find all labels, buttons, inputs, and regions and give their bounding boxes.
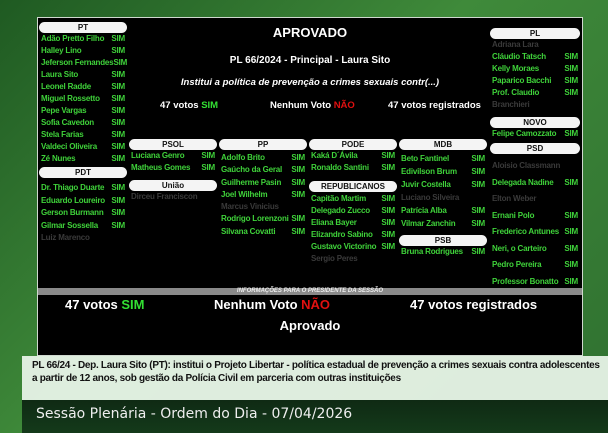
member-row <box>219 213 307 225</box>
member-row <box>490 87 580 99</box>
result-title: APROVADO <box>272 25 348 40</box>
registered-count: 47 votos registrados <box>388 100 481 111</box>
member-vote: SIM <box>111 106 125 115</box>
member-row <box>309 150 397 162</box>
party-block-pl <box>490 28 580 111</box>
member-name: Cláudio Tatsch <box>492 52 546 61</box>
member-name: Felipe Camozzato <box>492 129 557 138</box>
footer-registered-count: 47 votos registrados <box>410 297 538 312</box>
party-block-pdt <box>39 167 127 245</box>
party-header: PL <box>490 28 580 39</box>
member-row <box>490 241 580 258</box>
bill-title: PL 66/2024 - Principal - Laura Sito <box>229 55 391 66</box>
member-row <box>399 191 487 204</box>
member-row <box>490 191 580 208</box>
no-count <box>270 100 355 111</box>
member-name: Capitão Martim <box>311 194 366 203</box>
party-header: PODE <box>309 139 397 150</box>
member-vote: SIM <box>111 118 125 127</box>
party-block-pode <box>309 139 397 173</box>
no-label: NÃO <box>333 100 355 111</box>
member-name: Miguel Rossetto <box>41 94 100 103</box>
footer-no-text: Nenhum Voto <box>214 297 302 312</box>
member-name: Rodrigo Lorenzoni <box>221 214 289 224</box>
party-block-republicanos <box>309 181 397 265</box>
member-row <box>39 93 127 105</box>
footer-yes-text: 47 votos <box>65 297 122 312</box>
member-vote: SIM <box>111 154 125 163</box>
member-name: Adão Pretto Filho <box>41 34 105 43</box>
member-row <box>39 207 127 220</box>
member-name: Elton Weber <box>492 194 537 203</box>
party-block-mdb <box>399 139 487 230</box>
member-name: Silvana Covatti <box>221 226 276 236</box>
member-row <box>129 162 217 174</box>
member-vote: SIM <box>564 88 578 97</box>
member-name: Luciano Silveira <box>401 193 460 202</box>
member-row <box>490 208 580 225</box>
member-row <box>309 253 397 265</box>
member-vote: SIM <box>381 242 395 251</box>
party-header: União <box>129 180 217 191</box>
member-row <box>399 152 487 165</box>
member-vote: SIM <box>381 218 395 227</box>
member-row <box>39 232 127 245</box>
member-name: Gaúcho da Geral <box>221 165 283 175</box>
member-vote: SIM <box>471 206 485 215</box>
member-name: Gustavo Victorino <box>311 242 377 251</box>
member-vote: SIM <box>381 162 395 172</box>
member-vote: SIM <box>564 210 578 220</box>
member-row <box>129 150 217 162</box>
session-bar: Sessão Plenária - Ordem do Dia - 07/04/2026 <box>22 400 608 433</box>
member-row <box>219 152 307 164</box>
yes-label: SIM <box>201 100 219 111</box>
member-row <box>490 128 580 139</box>
member-name: Edivilson Brum <box>401 167 457 176</box>
member-name: Luiz Marenco <box>41 233 90 242</box>
member-name: Delegada Nadine <box>492 177 554 187</box>
party-header: NOVO <box>490 117 580 128</box>
member-name: Kaká D´Ávila <box>311 151 358 160</box>
member-row <box>490 224 580 241</box>
member-row <box>39 153 127 165</box>
member-row <box>39 69 127 81</box>
member-vote: SIM <box>111 34 125 43</box>
member-name: Beto Fantinel <box>401 154 450 163</box>
member-vote: SIM <box>111 183 125 192</box>
member-vote: SIM <box>564 243 578 253</box>
member-vote: SIM <box>111 220 125 230</box>
member-name: Neri, o Carteiro <box>492 243 547 253</box>
member-row <box>309 241 397 253</box>
member-row <box>39 141 127 153</box>
member-row <box>39 195 127 208</box>
member-name: Dr. Thiago Duarte <box>41 183 105 192</box>
party-header: PSD <box>490 143 580 154</box>
member-vote: SIM <box>111 82 125 91</box>
member-row <box>490 175 580 192</box>
party-block-novo <box>490 117 580 139</box>
bill-caption: PL 66/24 - Dep. Laura Sito (PT): institui o Projeto Libertar - política estadual de prevenção a crimes sexuais contra adolescentes a partir de 12 anos, sob gestão da Polícia Civil em parceria com outras instituições <box>22 356 608 400</box>
member-name: Paparico Bacchi <box>492 76 552 85</box>
member-row <box>129 191 217 203</box>
member-name: Prof. Claudio <box>492 88 540 97</box>
member-row <box>399 217 487 230</box>
party-header: REPUBLICANOS <box>309 181 397 192</box>
member-vote: SIM <box>111 46 125 55</box>
member-row <box>309 193 397 205</box>
member-vote: SIM <box>111 208 125 217</box>
member-name: Zé Nunes <box>41 154 76 163</box>
member-name: Kelly Moraes <box>492 64 539 73</box>
member-vote: SIM <box>111 195 125 205</box>
member-row <box>39 105 127 117</box>
footer-no-count <box>214 297 330 312</box>
member-row <box>39 81 127 93</box>
bill-summary: Institui a política de prevenção a crimes sexuais contr(...) <box>180 77 440 88</box>
member-vote: SIM <box>291 214 305 224</box>
member-row <box>219 164 307 176</box>
party-header: PP <box>219 139 307 150</box>
member-vote: SIM <box>564 177 578 187</box>
member-row <box>39 117 127 129</box>
member-vote: SIM <box>291 177 305 187</box>
party-header: PT <box>39 22 127 33</box>
member-row <box>309 162 397 174</box>
member-row <box>219 177 307 189</box>
member-vote: SIM <box>564 64 578 73</box>
footer-result: Aprovado <box>279 318 341 333</box>
party-block-psb <box>399 235 487 258</box>
member-vote: SIM <box>471 180 485 189</box>
party-header: PDT <box>39 167 127 178</box>
member-vote: SIM <box>381 194 395 203</box>
member-name: Sofia Cavedon <box>41 118 94 127</box>
member-vote: SIM <box>564 76 578 85</box>
member-name: Branchieri <box>492 100 530 109</box>
member-name: Pedro Pereira <box>492 260 542 269</box>
member-row <box>309 217 397 229</box>
member-row <box>490 257 580 274</box>
member-name: Gilmar Sossella <box>41 220 99 230</box>
member-row <box>39 33 127 45</box>
member-row <box>39 129 127 141</box>
member-vote: SIM <box>291 165 305 175</box>
member-vote: SIM <box>111 142 125 151</box>
member-vote: SIM <box>111 70 125 79</box>
yes-count-text: 47 votos <box>160 100 202 111</box>
member-row <box>490 51 580 63</box>
party-header: PSB <box>399 235 487 246</box>
member-vote: SIM <box>291 189 305 199</box>
member-name: Sergio Peres <box>311 254 358 263</box>
party-block-pt <box>39 22 127 165</box>
member-name: Eliana Bayer <box>311 218 357 227</box>
party-block-pp <box>219 139 307 238</box>
member-name: Marcus Vinicius <box>221 202 279 212</box>
yes-count <box>160 100 218 111</box>
member-vote: SIM <box>564 276 578 286</box>
member-row <box>490 63 580 75</box>
member-row <box>39 220 127 233</box>
member-row <box>219 201 307 213</box>
member-vote: SIM <box>471 247 485 256</box>
member-name: Frederico Antunes <box>492 227 559 236</box>
member-vote: SIM <box>471 219 485 228</box>
member-name: Pepe Vargas <box>41 106 87 115</box>
member-name: Ronaldo Santini <box>311 162 369 172</box>
member-row <box>309 229 397 241</box>
party-block-psd <box>490 143 580 290</box>
member-row <box>490 158 580 175</box>
party-block-união <box>129 180 217 203</box>
member-name: Valdeci Oliveira <box>41 142 97 151</box>
member-name: Professor Bonatto <box>492 276 559 286</box>
member-name: Patrícia Alba <box>401 206 447 215</box>
member-name: Stela Farias <box>41 130 84 139</box>
member-vote: SIM <box>201 151 215 160</box>
party-block-psol <box>129 139 217 173</box>
info-bar: INFORMAÇÕES PARA O PRESIDENTE DA SESSÃO <box>38 288 582 295</box>
member-vote: SIM <box>113 58 128 67</box>
member-row <box>490 99 580 111</box>
member-name: Halley Lino <box>41 46 82 55</box>
member-name: Aloisio Classmann <box>492 161 561 170</box>
voting-board <box>37 17 583 356</box>
member-row <box>39 45 127 57</box>
member-row <box>309 205 397 217</box>
member-name: Adriana Lara <box>492 40 539 49</box>
member-vote: SIM <box>564 129 578 138</box>
party-header: MDB <box>399 139 487 150</box>
footer-no-label: NÃO <box>301 297 331 312</box>
member-vote: SIM <box>111 130 125 139</box>
member-name: Adolfo Brito <box>221 153 265 162</box>
no-count-text: Nenhum Voto <box>270 100 334 111</box>
footer-yes-count <box>65 297 144 312</box>
member-name: Juvir Costella <box>401 180 451 189</box>
member-vote: SIM <box>471 167 485 176</box>
member-name: Dirceu Franciscon <box>131 192 198 201</box>
member-name: Ernani Polo <box>492 210 535 220</box>
party-header: PSOL <box>129 139 217 150</box>
member-vote: SIM <box>381 206 395 215</box>
member-name: Elizandro Sabino <box>311 230 373 239</box>
member-row <box>219 189 307 201</box>
member-row <box>399 246 487 258</box>
member-name: Luciana Genro <box>131 151 185 160</box>
member-vote: SIM <box>381 151 395 160</box>
footer-yes-label: SIM <box>121 297 145 312</box>
member-vote: SIM <box>111 94 125 103</box>
member-vote: SIM <box>201 162 215 172</box>
member-name: Vilmar Zanchin <box>401 219 456 228</box>
member-row <box>399 165 487 178</box>
member-row <box>219 226 307 238</box>
member-row <box>39 182 127 195</box>
member-name: Leonel Radde <box>41 82 92 91</box>
member-row <box>490 39 580 51</box>
member-vote: SIM <box>471 154 485 163</box>
member-name: Eduardo Loureiro <box>41 195 105 205</box>
member-name: Guilherme Pasin <box>221 177 282 187</box>
member-vote: SIM <box>564 52 578 61</box>
member-vote: SIM <box>564 227 578 236</box>
member-row <box>399 178 487 191</box>
member-name: Matheus Gomes <box>131 162 191 172</box>
member-name: Gerson Burmann <box>41 208 104 217</box>
member-name: Bruna Rodrigues <box>401 247 463 256</box>
member-vote: SIM <box>291 153 305 162</box>
member-name: Joel Wilhelm <box>221 189 268 199</box>
member-name: Laura Sito <box>41 70 79 79</box>
member-row <box>399 204 487 217</box>
member-row <box>39 57 127 69</box>
member-vote: SIM <box>291 226 305 236</box>
member-name: Jeferson Fernandes <box>41 58 114 67</box>
member-vote: SIM <box>381 230 395 239</box>
member-name: Delegado Zucco <box>311 206 370 215</box>
member-vote: SIM <box>564 260 578 269</box>
member-row <box>490 75 580 87</box>
